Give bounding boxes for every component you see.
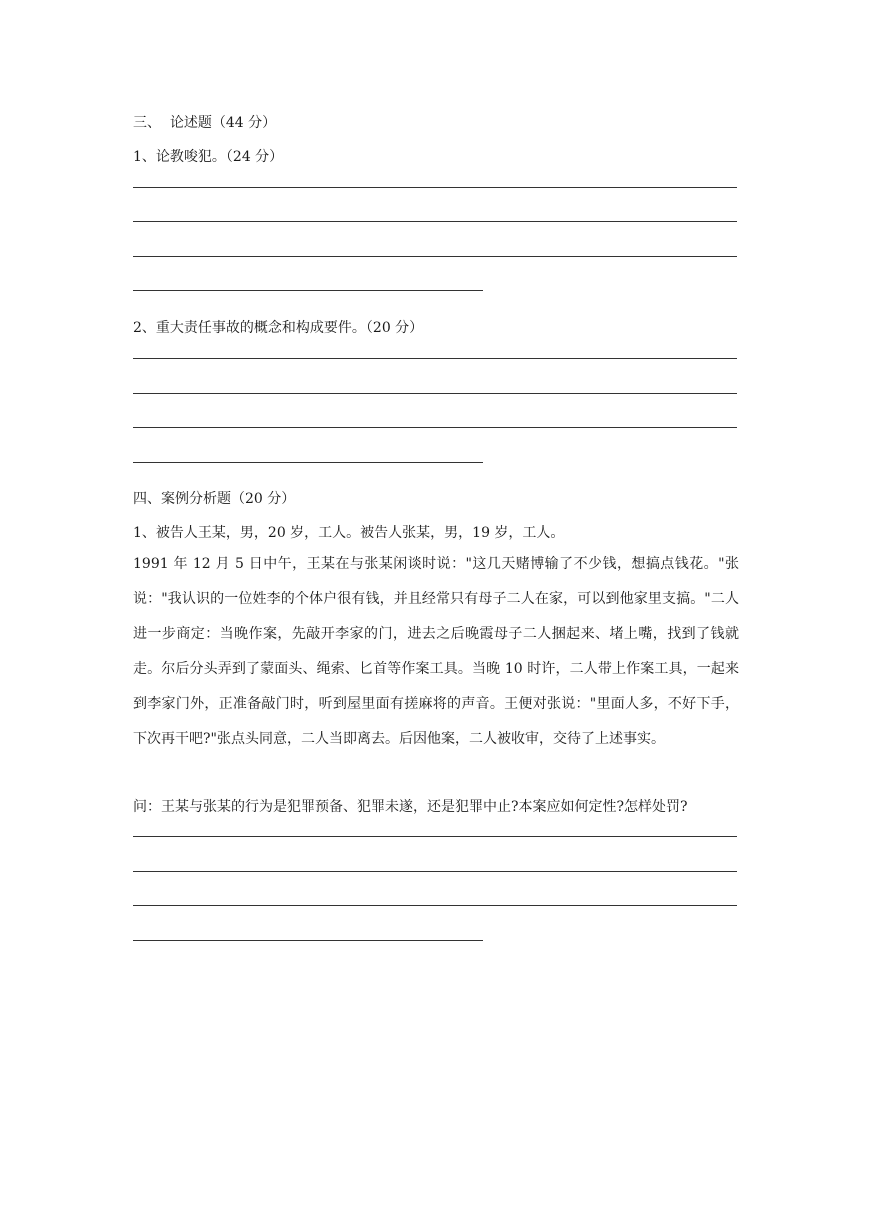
- answer-line[interactable]: [133, 427, 737, 428]
- answer-line[interactable]: [133, 462, 483, 463]
- answer-line[interactable]: [133, 836, 737, 837]
- case-body: 1991 年 12 月 5 日中午，王某在与张某闲谈时说："这几天赌博输了不少钱，想搞点钱花。"张说："我认识的一位姓李的个体户很有钱，并且经常只有母子二人在家，可以到他家里支搞。"二人进一步商定：当晚作案，先敲开李家的门，进去之后晚霞母子二人捆起来、堵上嘴，找到了钱就走。尔后分头弄到了蒙面头、绳索、匕首等作案工具。当晚 10 时许，二人带上作案工具，一起来到李家门外，正准备敲门时，听到屋里面有搓麻将的声音。王便对张说："里面人多，不好下手，下次再干吧?"张点头同意，二人当即离去。后因他案，二人被收审，交待了上述事实。: [133, 556, 739, 747]
- answer-line[interactable]: [133, 221, 737, 222]
- question-1: 1、论教唆犯。（24 分）: [133, 149, 284, 165]
- answer-line[interactable]: [133, 905, 737, 906]
- answer-line[interactable]: [133, 256, 737, 257]
- case-question: 问：王某与张某的行为是犯罪预备、犯罪未遂，还是犯罪中止?本案应如何定性?怎样处罚?: [133, 799, 688, 815]
- case-intro: 1、被告人王某，男，20 岁，工人。被告人张某，男，19 岁，工人。: [133, 525, 565, 541]
- answer-line[interactable]: [133, 290, 483, 291]
- answer-line[interactable]: [133, 393, 737, 394]
- section-three-heading: 三、 论述题（44 分）: [133, 115, 277, 131]
- answer-line[interactable]: [133, 358, 737, 359]
- question-2: 2、重大责任事故的概念和构成要件。（20 分）: [133, 320, 424, 336]
- answer-line[interactable]: [133, 940, 483, 941]
- answer-line[interactable]: [133, 871, 737, 872]
- section-four-heading: 四、案例分析题（20 分）: [133, 491, 296, 507]
- answer-line[interactable]: [133, 187, 737, 188]
